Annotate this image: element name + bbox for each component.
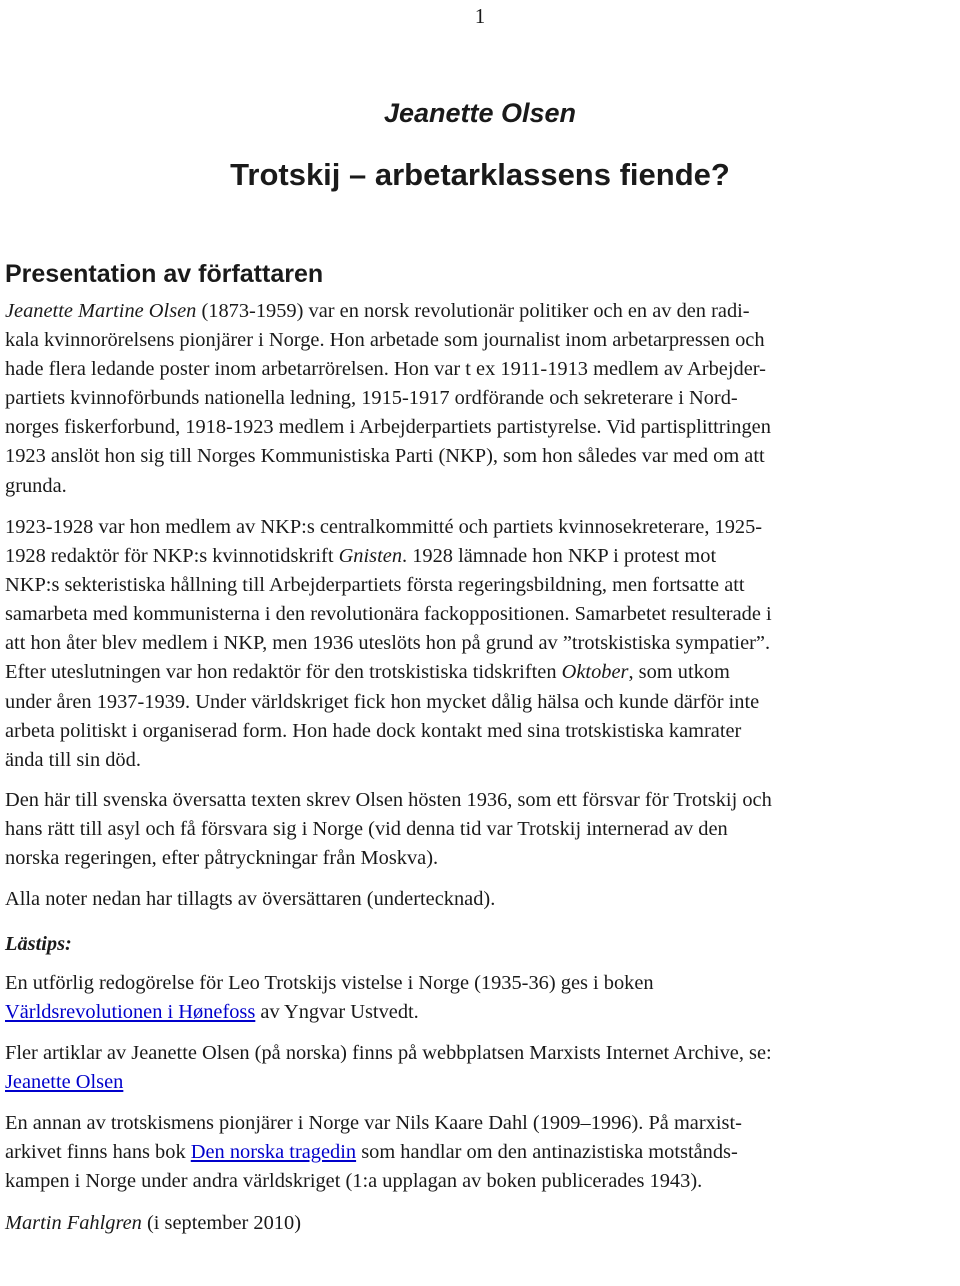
link-jeanette-olsen[interactable]: Jeanette Olsen — [5, 1071, 124, 1094]
text-line: 1923 anslöt hon sig till Norges Kommunistiska Parti (NKP), som hon således var med om att — [5, 445, 765, 468]
signature-date: (i september 2010) — [141, 1212, 301, 1234]
text-line: norska regeringen, efter påtryckningar från Moskva). — [5, 847, 439, 870]
text-line: (1873-1959) var en norsk revolutionär politiker och en av den radi- — [196, 300, 750, 322]
link-varldsrevolutionen[interactable]: Världsrevolutionen i Hønefoss — [5, 1001, 256, 1024]
text-line: att hon åter blev medlem i NKP, men 1936 uteslöts hon på grund av ”trotskistiska sympatier”. — [5, 632, 771, 655]
text-line: arkivet finns hans bok — [5, 1141, 191, 1164]
text-line: Efter uteslutningen var hon redaktör för den trotskistiska tidskriften — [5, 661, 562, 684]
section-heading: Presentation av författaren — [5, 260, 324, 288]
magazine-title-gnisten: Gnisten — [338, 545, 403, 568]
text-line: kala kvinnorörelsens pionjärer i Norge. Hon arbetade som journalist inom arbetarpressen och — [5, 329, 765, 352]
text-line: hans rätt till asyl och få försvara sig i Norge (vid denna tid var Trotskij internerad av den — [5, 818, 728, 841]
text-line: hade flera ledande poster inom arbetarrörelsen. Hon var t ex 1911-1913 medlem av Arbejder- — [5, 358, 766, 381]
signature-name: Martin Fahlgren — [5, 1212, 142, 1234]
paragraph-more-articles — [5, 1039, 955, 1097]
text-line: Alla noter nedan har tillagts av översättaren (undertecknad). — [5, 888, 496, 910]
text-line: Den här till svenska översatta texten skrev Olsen hösten 1936, som ett försvar för Trotskij och — [5, 789, 772, 811]
paragraph-reading-tip-book — [5, 969, 955, 1027]
text-line: ända till sin död. — [5, 748, 141, 771]
text-line: En utförlig redogörelse för Leo Trotskijs vistelse i Norge (1935-36) ges i boken — [5, 972, 654, 994]
text-line: norges fiskerforbund, 1918-1923 medlem i Arbejderpartiets partistyrelse. Vid partisplittringen — [5, 416, 771, 439]
text-line: grunda. — [5, 474, 67, 497]
text-line: samarbeta med kommunisterna i den revolutionära fackoppositionen. Samarbetet resulterade i — [5, 603, 772, 626]
text-line: under åren 1937-1939. Under världskriget fick hon mycket dålig hälsa och kunde därför inte — [5, 690, 760, 713]
author-full-name: Jeanette Martine Olsen — [5, 300, 197, 322]
text-line: 1928 redaktör för NKP:s kvinnotidskrift — [5, 545, 339, 568]
text-line: En annan av trotskismens pionjärer i Norge var Nils Kaare Dahl (1909–1996). På marxist- — [5, 1112, 742, 1134]
paragraph-notes-info — [5, 885, 955, 914]
text-line: av Yngvar Ustvedt. — [255, 1001, 419, 1024]
text-line: som handlar om den antinazistiska motstånds- — [356, 1141, 738, 1164]
paragraph-nils-kaare-dahl — [5, 1109, 955, 1196]
link-den-norska-tragedin[interactable]: Den norska tragedin — [190, 1141, 357, 1164]
paragraph-text-origin — [5, 786, 955, 873]
document-title: Trotskij – arbetarklassens fiende? — [230, 157, 730, 192]
text-line: Fler artiklar av Jeanette Olsen (på norska) finns på webbplatsen Marxists Internet Archive, se: — [5, 1042, 772, 1064]
text-line: arbeta politiskt i organiserad form. Hon hade dock kontakt med sina trotskistiska kamrater — [5, 719, 742, 742]
paragraph-nkp-career — [5, 513, 955, 775]
text-line: , som utkom — [628, 661, 730, 684]
text-line: NKP:s sekteristiska hållning till Arbejderpartiets första regeringsbildning, men fortsatte att — [5, 574, 745, 597]
reading-tips-heading: Lästips: — [5, 933, 72, 955]
text-line: . 1928 lämnade hon NKP i protest mot — [402, 545, 717, 568]
page-number: 1 — [474, 4, 486, 28]
paragraph-author-bio — [5, 297, 955, 501]
magazine-title-oktober: Oktober — [561, 661, 629, 684]
text-line: kampen i Norge under andra världskriget (1:a upplagan av boken publicerades 1943). — [5, 1170, 703, 1193]
signature — [5, 1209, 955, 1238]
text-line: partiets kvinnoförbunds nationella ledning, 1915-1917 ordförande och sekreterare i Nord- — [5, 387, 738, 410]
author-name: Jeanette Olsen — [383, 98, 577, 128]
text-line: 1923-1928 var hon medlem av NKP:s centralkommitté och partiets kvinnosekreterare, 1925- — [5, 516, 763, 538]
